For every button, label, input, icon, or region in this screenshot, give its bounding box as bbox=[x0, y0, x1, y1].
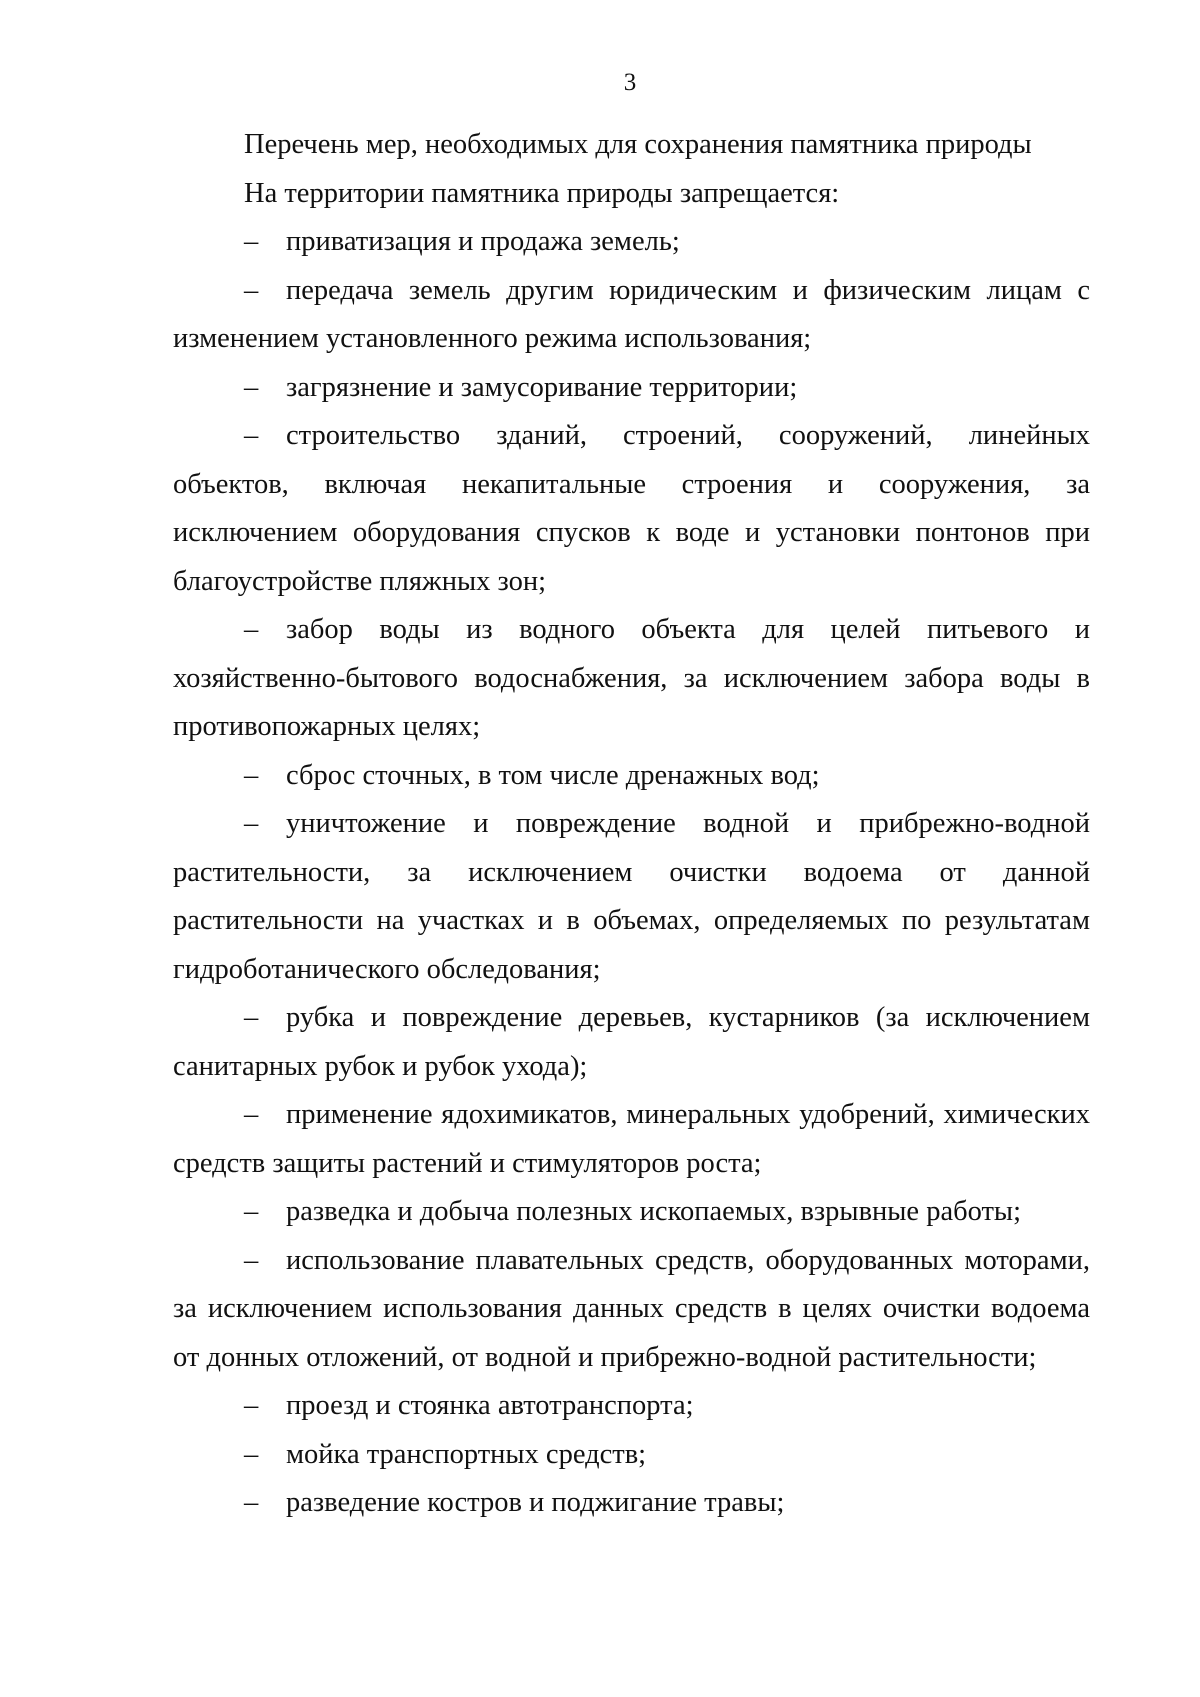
dash-bullet: – bbox=[244, 808, 259, 839]
list-item bbox=[173, 1091, 1090, 1188]
list-item-text: сброс сточных, в том числе дренажных вод; bbox=[286, 759, 820, 791]
dash-bullet: – bbox=[244, 1390, 259, 1421]
dash-bullet: – bbox=[244, 1099, 259, 1130]
list-item-text: использование плавательных средств, оборудованных моторами, за исключением использования данных средств в целях очистки водоема от донных отложений, от водной и прибрежно-водной растительности; bbox=[173, 1244, 1090, 1373]
list-item-text: мойка транспортных средств; bbox=[286, 1438, 647, 1470]
dash-bullet: – bbox=[244, 614, 259, 645]
list-item bbox=[173, 1237, 1090, 1383]
list-item bbox=[173, 1188, 1090, 1237]
dash-bullet: – bbox=[244, 759, 259, 791]
list-item-text: загрязнение и замусоривание территории; bbox=[286, 371, 798, 403]
list-item-text: передача земель другим юридическим и физическим лицам с изменением установленного режима использования; bbox=[173, 274, 1090, 354]
list-item bbox=[173, 752, 1090, 801]
dash-bullet: – bbox=[244, 1487, 259, 1518]
list-item-text: строительство зданий, строений, сооружений, линейных объектов, включая некапитальные строения и сооружения, за исключением оборудования спусков к воде и установки понтонов при благоустройстве пляжных зон; bbox=[173, 420, 1090, 597]
dash-bullet: – bbox=[244, 1196, 259, 1227]
section-heading: Перечень мер, необходимых для сохранения памятника природы bbox=[244, 129, 1032, 160]
list-item bbox=[173, 994, 1090, 1091]
list-item bbox=[173, 218, 1090, 267]
dash-bullet: – bbox=[244, 1002, 259, 1033]
list-item-text: уничтожение и повреждение водной и прибрежно-водной растительности, за исключением очистки водоема от данной растительности на участках и в объемах, определяемых по результатам гидроботанического обследования; bbox=[173, 808, 1090, 985]
list-item-text: применение ядохимикатов, минеральных удобрений, химических средств защиты растений и стимуляторов роста; bbox=[173, 1099, 1090, 1179]
list-item bbox=[173, 267, 1090, 364]
list-item-text: забор воды из водного объекта для целей питьевого и хозяйственно-бытового водоснабжения, за исключением забора воды в противопожарных целях; bbox=[173, 614, 1090, 742]
dash-bullet: – bbox=[244, 274, 259, 306]
list-item bbox=[173, 800, 1090, 994]
list-item-text: рубка и повреждение деревьев, кустарников (за исключением санитарных рубок и рубок ухода); bbox=[173, 1002, 1090, 1082]
list-item bbox=[173, 1479, 1090, 1528]
list-item-text: проезд и стоянка автотранспорта; bbox=[286, 1390, 694, 1421]
list-item-text: разведка и добыча полезных ископаемых, взрывные работы; bbox=[286, 1196, 1022, 1227]
list-item-text: разведение костров и поджигание травы; bbox=[286, 1487, 785, 1518]
dash-bullet: – bbox=[244, 1438, 259, 1470]
list-item bbox=[173, 1431, 1090, 1480]
dash-bullet: – bbox=[244, 420, 259, 451]
list-item bbox=[173, 606, 1090, 752]
list-item bbox=[173, 412, 1090, 606]
list-item bbox=[173, 1382, 1090, 1431]
document-body bbox=[173, 121, 1090, 1528]
intro-paragraph: На территории памятника природы запрещается: bbox=[244, 177, 840, 209]
dash-bullet: – bbox=[244, 226, 259, 257]
list-item-text: приватизация и продажа земель; bbox=[286, 226, 680, 257]
dash-bullet: – bbox=[244, 1244, 259, 1276]
list-item bbox=[173, 364, 1090, 413]
dash-bullet: – bbox=[244, 371, 259, 403]
page-number: 3 bbox=[623, 69, 637, 96]
